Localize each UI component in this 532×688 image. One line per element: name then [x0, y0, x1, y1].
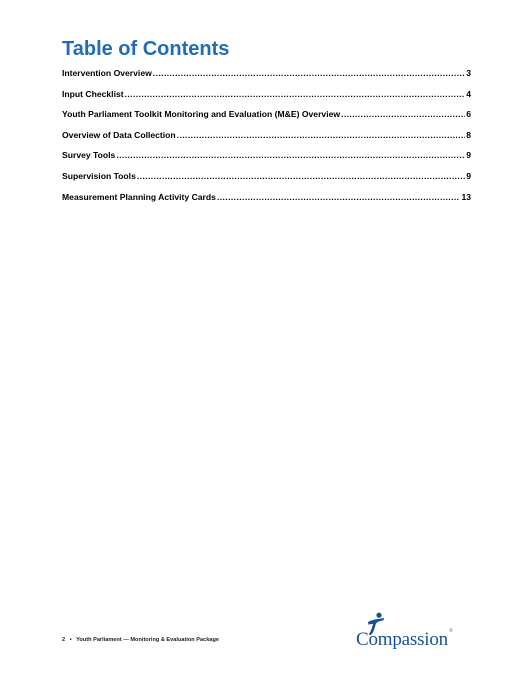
page-footer — [62, 637, 222, 643]
toc-entry-label: Input Checklist — [62, 88, 124, 99]
toc-entry-label: Overview of Data Collection — [62, 129, 176, 140]
logo-wordmark — [356, 629, 453, 651]
toc-entry-page: 4 — [466, 88, 471, 99]
toc-dot-leader — [217, 192, 461, 202]
registered-mark: ® — [448, 629, 453, 634]
toc-dot-leader — [177, 130, 466, 140]
toc-entry-label: Measurement Planning Activity Cards — [62, 191, 216, 202]
toc-entry-label: Supervision Tools — [62, 170, 136, 181]
toc-entry-survey-tools[interactable] — [62, 150, 471, 170]
toc-entry-label: Intervention Overview — [62, 68, 152, 78]
footer-bullet: • — [69, 637, 72, 643]
page-title: Table of Contents — [62, 38, 230, 60]
toc-entry-label: Survey Tools — [62, 150, 116, 161]
toc-entry-page: 6 — [466, 109, 471, 120]
toc-entry-intervention-overview[interactable] — [62, 68, 471, 88]
toc-entry-input-checklist[interactable] — [62, 89, 471, 109]
toc-entry-page: 8 — [466, 129, 471, 140]
toc-entry-page: 9 — [466, 170, 471, 181]
toc-entry-page: 9 — [466, 150, 471, 161]
toc-dot-leader — [137, 171, 465, 181]
toc-dot-leader — [125, 89, 466, 99]
toc-entry-data-collection[interactable] — [62, 130, 471, 150]
toc-entry-supervision-tools[interactable] — [62, 171, 471, 191]
table-of-contents — [62, 68, 471, 212]
footer-page-number: 2 — [62, 637, 66, 643]
logo-text: Compassion — [356, 629, 448, 650]
footer-text: Youth Parliament — Monitoring & Evaluation Package — [76, 637, 219, 643]
toc-dot-leader — [153, 68, 465, 78]
toc-dot-leader — [341, 109, 465, 119]
toc-entry-page: 13 — [461, 191, 471, 202]
toc-entry-activity-cards[interactable] — [62, 192, 471, 212]
toc-entry-me-overview[interactable] — [62, 109, 471, 129]
toc-entry-label: Youth Parliament Toolkit Monitoring and Evaluation (M&E) Overview — [62, 109, 341, 120]
toc-entry-page: 3 — [466, 68, 471, 78]
compassion-logo — [354, 612, 464, 656]
toc-dot-leader — [116, 150, 465, 160]
